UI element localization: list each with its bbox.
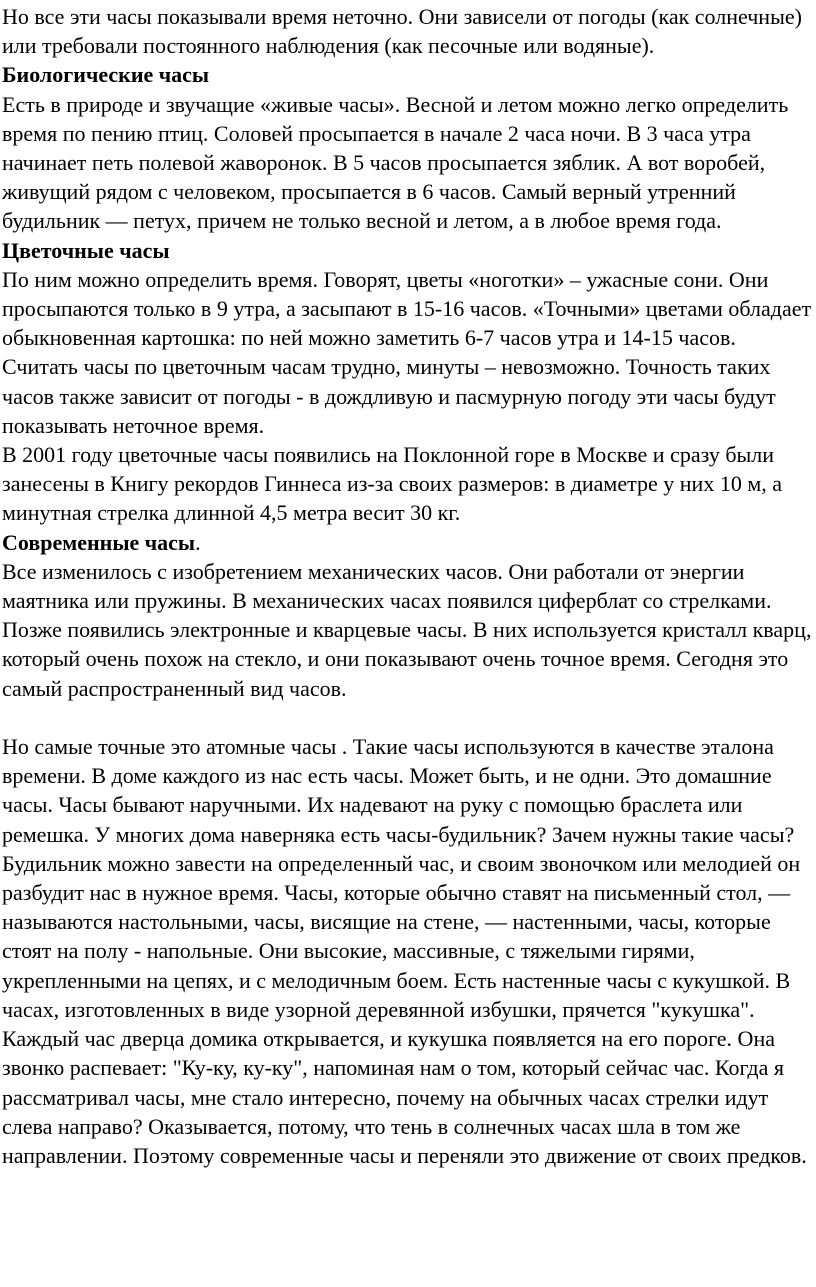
flower-clocks-moscow-paragraph: В 2001 году цветочные часы появились на Поклонной горе в Москве и сразу были занесены в Книгу рекордов Гиннеса из-за своих размеров: в диаметре у них 10 м, а минутная стрелка длинной 4,5 метра весит 30 кг. [2, 442, 783, 526]
atomic-clocks-paragraph: Но самые точные это атомные часы . Такие часы используются в качестве эталона времени. В доме каждого из нас есть часы. Может быть, и не одни. Это домашние часы. Часы бывают наручными. Их надевают на руку с помощью браслета или ремешка. У многих дома наверняка есть часы-будильник? Зачем нужны такие часы? Будильник можно завести на определенный час, и своим звоночком или мелодией он разбудит нас в нужное время. Часы, которые обычно ставят на письменный стол, — называются настольными, часы, висящие на стене, — настенными, часы, которые стоят на полу - напольные. Они высокие, массивные, с тяжелыми гирями, укрепленными на цепях, и с мелодичным боем. Есть настенные часы с кукушкой. В часах, изготовленных в виде узорной деревянной избушки, прячется "кукушка". Каждый час дверца домика открывается, и кукушка появляется на его пороге. Она звонко распевает: "Ку-ку, ку-ку", напоминая нам о том, который сейчас час. Когда я рассматривал часы, мне стало интересно, почему на обычных часах стрелки идут слева направо? Оказывается, потому, что тень в солнечных часах шла в том же направлении. Поэтому современные часы и переняли это движение от своих предков. [2, 734, 807, 1168]
heading-modern-clocks-period: . [195, 529, 201, 555]
heading-flower-clocks: Цветочные часы [2, 237, 170, 263]
blank-line [2, 703, 814, 732]
biological-clocks-paragraph: Есть в природе и звучащие «живые часы». Весной и летом можно легко определить время по пению птиц. Соловей просыпается в начале 2 часа ночи. В 3 часа утра начинает петь полевой жаворонок. В 5 часов просыпается зяблик. А вот воробей, живущий рядом с человеком, просыпается в 6 часов. Самый верный утренний будильник — петух, причем не только весной и летом, а в любое время года. [2, 91, 789, 234]
quartz-clocks-paragraph: Позже появились электронные и кварцевые часы. В них используется кристалл кварц, который очень похож на стекло, и они показывают очень точное время. Сегодня это самый распространенный вид часов. [2, 617, 812, 701]
mechanical-clocks-paragraph: Все изменилось с изобретением механических часов. Они работали от энергии маятника или пружины. В механических часах появился циферблат со стрелками. [2, 558, 772, 614]
intro-paragraph: Но все эти часы показывали время неточно. Они зависели от погоды (как солнечные) или требовали постоянного наблюдения (как песочные или водяные). [2, 4, 802, 59]
heading-modern-clocks: Современные часы [2, 529, 196, 555]
flower-clocks-paragraph: По ним можно определить время. Говорят, цветы «ноготки» – ужасные сони. Они просыпаются только в 9 утра, а засыпают в 15-16 часов. «Точными» цветами обладает обыкновенная картошка: по ней можно заметить 6-7 часов утра и 14-15 часов. Считать часы по цветочным часам трудно, минуты – невозможно. Точность таких часов также зависит от погоды - в дождливую и пасмурную погоду эти часы будут показывать неточное время. [2, 266, 812, 438]
heading-modern-clocks-line [2, 528, 814, 557]
heading-biological-clocks: Биологические часы [2, 62, 210, 88]
document-page [2, 2, 814, 1170]
